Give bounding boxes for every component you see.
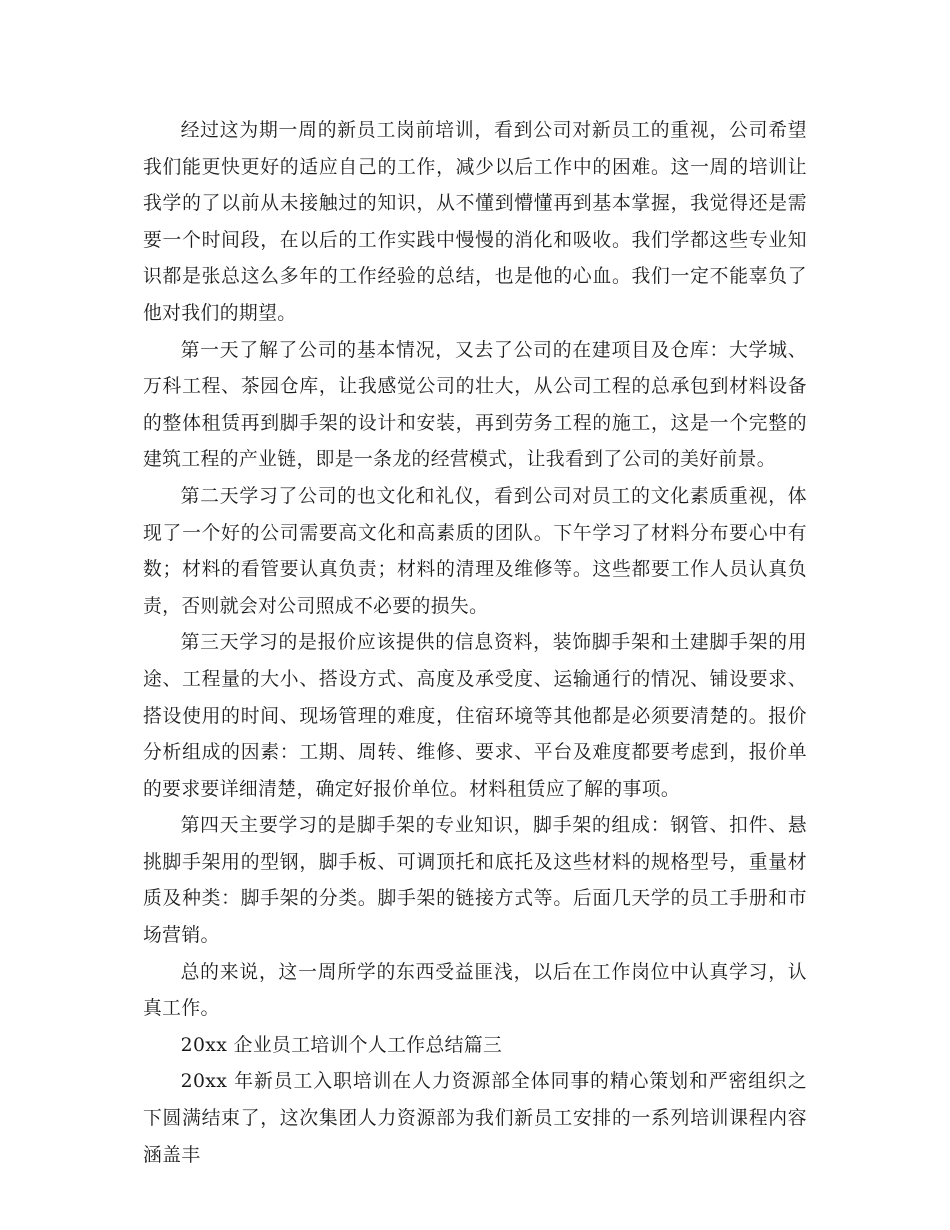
paragraph-section-three-start: 20xx 年新员工入职培训在人力资源部全体同事的精心策划和严密组织之下圆满结束了，这次集团人力资源部为我们新员工安排的一系列培训课程内容涵盖丰 <box>143 1071 807 1166</box>
paragraph-intro: 经过这为期一周的新员工岗前培训，看到公司对新员工的重视，公司希望我们能更快更好的适应自己的工作，减少以后工作中的困难。这一周的培训让我学的了以前从未接触过的知识，从不懂到懵懂再到基本掌握，我觉得还是需要一个时间段，在以后的工作实践中慢慢的消化和吸收。我们学都这些专业知识都是张总这么多年的工作经验的总结，也是他的心血。我们一定不能辜负了他对我们的期望。 <box>143 120 807 324</box>
document-body <box>143 113 807 1174</box>
paragraph-day-one: 第一天了解了公司的基本情况，又去了公司的在建项目及仓库：大学城、万科工程、茶园仓库，让我感觉公司的壮大，从公司工程的总承包到材料设备的整体租赁再到脚手架的设计和安装，再到劳务工程的施工，这是一个完整的建筑工程的产业链，即是一条龙的经营模式，让我看到了公司的美好前景。 <box>143 339 807 471</box>
paragraph-day-three: 第三天学习的是报价应该提供的信息资料，装饰脚手架和土建脚手架的用途、工程量的大小、搭设方式、高度及承受度、运输通行的情况、铺设要求、搭设使用的时间、现场管理的难度，住宿环境等其他都是必须要清楚的。报价分析组成的因素：工期、周转、维修、要求、平台及难度都要考虑到，报价单的要求要详细清楚，确定好报价单位。材料租赁应了解的事项。 <box>143 632 807 800</box>
section-heading: 20xx 企业员工培训个人工作总结篇三 <box>180 1034 503 1056</box>
paragraph-conclusion: 总的来说，这一周所学的东西受益匪浅，以后在工作岗位中认真学习，认真工作。 <box>143 961 807 1020</box>
paragraph-day-four: 第四天主要学习的是脚手架的专业知识，脚手架的组成：钢管、扣件、悬挑脚手架用的型钢，脚手板、可调顶托和底托及这些材料的规格型号，重量材质及种类：脚手架的分类。脚手架的链接方式等。后面几天学的员工手册和市场营销。 <box>143 815 807 947</box>
paragraph-day-two: 第二天学习了公司的也文化和礼仪，看到公司对员工的文化素质重视，体现了一个好的公司需要高文化和高素质的团队。下午学习了材料分布要心中有数；材料的看管要认真负责；材料的清理及维修等。这些都要工作人员认真负责，否则就会对公司照成不必要的损失。 <box>143 485 807 617</box>
